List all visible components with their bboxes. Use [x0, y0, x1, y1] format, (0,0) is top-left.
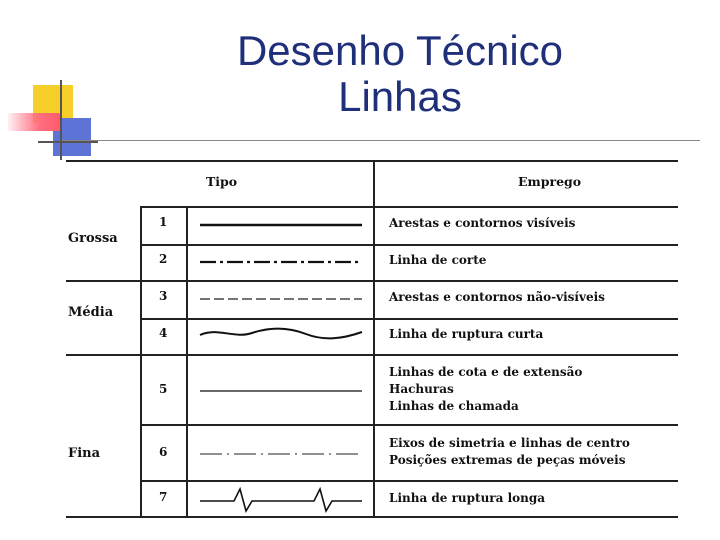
row-number: 6 [159, 445, 168, 459]
category-divider [66, 280, 678, 282]
row-number: 3 [159, 289, 168, 303]
row-number: 2 [159, 252, 168, 266]
table-top-border [66, 160, 678, 162]
line-sample-dash-dot-thick [196, 255, 366, 269]
table-bottom-border [66, 516, 678, 518]
line-sample-freehand-wave [196, 323, 366, 343]
logo-horizontal-line [38, 141, 98, 143]
emprego-text: Linha de ruptura curta [389, 327, 544, 341]
row-number: 5 [159, 382, 168, 396]
header-tipo: Tipo [206, 174, 238, 189]
row-divider [140, 480, 678, 482]
row-number: 4 [159, 326, 168, 340]
slide-logo [0, 0, 110, 170]
category-divider [66, 354, 678, 356]
row-number: 1 [159, 215, 168, 229]
title-line-2: Linhas [338, 73, 462, 120]
line-sample-solid-thick [196, 218, 366, 232]
row-divider [140, 318, 678, 320]
emprego-text: Posições extremas de peças móveis [389, 453, 626, 467]
row-divider [140, 244, 678, 246]
col-divider-tipo-emprego [373, 160, 375, 518]
line-sample-solid-thin [196, 384, 366, 398]
row-number: 7 [159, 490, 168, 504]
emprego-text: Hachuras [389, 382, 454, 396]
emprego-text: Linha de corte [389, 253, 487, 267]
category-media: Média [68, 305, 114, 320]
emprego-text: Linhas de chamada [389, 399, 519, 413]
category-grossa: Grossa [68, 231, 118, 246]
title-divider [62, 140, 700, 141]
row-divider [140, 424, 678, 426]
emprego-text: Linhas de cota e de extensão [389, 365, 583, 379]
category-fina: Fina [68, 446, 101, 461]
emprego-text: Arestas e contornos visíveis [389, 216, 576, 230]
emprego-text: Linha de ruptura longa [389, 491, 546, 505]
emprego-text: Eixos de simetria e linhas de centro [389, 436, 630, 450]
title-line-1: Desenho Técnico [236, 27, 564, 74]
slide-title [190, 28, 610, 120]
logo-vertical-line [60, 80, 62, 160]
line-sample-zigzag [196, 483, 366, 513]
logo-red-bar [8, 113, 60, 131]
col-divider-number [186, 206, 188, 518]
col-divider-category [140, 206, 142, 518]
line-types-table [66, 160, 678, 520]
line-sample-dash-dot-thin [196, 447, 366, 461]
header-emprego: Emprego [518, 174, 582, 189]
emprego-text: Arestas e contornos não-visíveis [389, 290, 605, 304]
header-divider [140, 206, 678, 208]
line-sample-dashed [196, 292, 366, 306]
